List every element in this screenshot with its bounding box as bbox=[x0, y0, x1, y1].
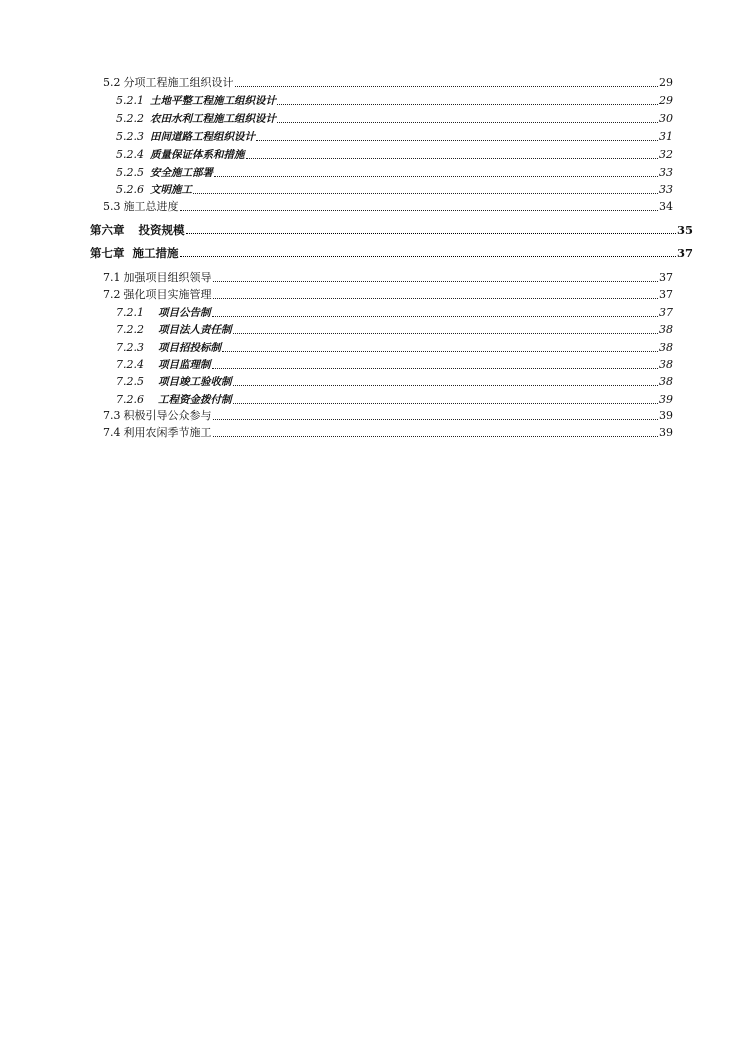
page-number: 38 bbox=[659, 341, 673, 354]
page-number: 30 bbox=[659, 112, 673, 125]
page-number: 33 bbox=[659, 166, 673, 179]
page-number: 38 bbox=[659, 375, 673, 388]
page-number: 37 bbox=[659, 306, 673, 319]
page-number: 39 bbox=[659, 426, 673, 439]
toc-entry-7-2-6[interactable] bbox=[116, 392, 673, 408]
section-title: 强化项目实施管理 bbox=[123, 288, 212, 301]
page-number: 31 bbox=[659, 130, 673, 143]
page-number: 32 bbox=[659, 148, 673, 161]
section-number: 5.2.5 bbox=[116, 166, 144, 179]
toc-entry-label bbox=[116, 374, 232, 390]
dot-leader bbox=[233, 403, 659, 404]
section-title: 项目公告制 bbox=[158, 307, 211, 319]
toc-entry-label bbox=[103, 425, 212, 441]
toc-entry-label bbox=[116, 340, 221, 356]
dot-leader bbox=[214, 176, 658, 177]
dot-leader bbox=[213, 281, 659, 282]
section-number: 7.2.1 bbox=[116, 306, 144, 319]
toc-entry-7-2-4[interactable] bbox=[116, 357, 673, 373]
toc-entry-label bbox=[116, 93, 276, 109]
dot-leader bbox=[256, 140, 658, 141]
page-number: 37 bbox=[659, 271, 673, 284]
section-number: 5.2 bbox=[103, 76, 121, 89]
toc-entry-label bbox=[103, 270, 212, 286]
toc-entry-7-1[interactable] bbox=[103, 270, 673, 286]
section-number: 7.2.5 bbox=[116, 375, 144, 388]
toc-entry-7-2-2[interactable] bbox=[116, 322, 673, 338]
section-title: 田间道路工程组织设计 bbox=[150, 131, 255, 143]
section-title: 农田水利工程施工组织设计 bbox=[150, 113, 276, 125]
section-number: 7.2 bbox=[103, 288, 121, 301]
dot-leader bbox=[233, 333, 659, 334]
page-number: 39 bbox=[659, 409, 673, 422]
section-number: 5.2.6 bbox=[116, 183, 144, 196]
dot-leader bbox=[213, 436, 659, 437]
toc-entry-7-3[interactable] bbox=[103, 408, 673, 424]
dot-leader bbox=[233, 385, 659, 386]
dot-leader bbox=[222, 351, 658, 352]
page-number: 37 bbox=[659, 288, 673, 301]
toc-entry-label bbox=[103, 199, 179, 215]
page-number: 34 bbox=[659, 200, 673, 213]
page-number: 38 bbox=[659, 358, 673, 371]
toc-entry-label bbox=[90, 222, 185, 238]
toc-entry-label bbox=[116, 165, 213, 181]
chapter-number: 第六章 bbox=[90, 223, 125, 237]
section-title: 项目监理制 bbox=[158, 359, 211, 371]
page-number: 29 bbox=[659, 94, 673, 107]
toc-entry-7-4[interactable] bbox=[103, 425, 673, 441]
dot-leader bbox=[277, 122, 658, 123]
dot-leader bbox=[213, 298, 659, 299]
section-title: 质量保证体系和措施 bbox=[150, 149, 245, 161]
section-title: 安全施工部署 bbox=[150, 167, 213, 179]
section-title: 利用农闲季节施工 bbox=[123, 426, 212, 439]
toc-entry-label bbox=[116, 182, 192, 198]
dot-leader bbox=[186, 233, 676, 234]
toc-entry-5-2-4[interactable] bbox=[116, 147, 673, 163]
page-number: 37 bbox=[676, 246, 693, 260]
dot-leader bbox=[193, 193, 658, 194]
toc-entry-7-2-5[interactable] bbox=[116, 374, 673, 390]
section-number: 5.3 bbox=[103, 200, 121, 213]
page-number: 39 bbox=[659, 393, 673, 406]
section-number: 7.2.3 bbox=[116, 341, 144, 354]
toc-entry-5-2-3[interactable] bbox=[116, 129, 673, 145]
dot-leader bbox=[235, 86, 659, 87]
toc-entry-label bbox=[116, 305, 211, 321]
toc-entry-5-2-1[interactable] bbox=[116, 93, 673, 109]
dot-leader bbox=[180, 210, 659, 211]
dot-leader bbox=[246, 158, 659, 159]
toc-entry-5-2-6[interactable] bbox=[116, 182, 673, 198]
dot-leader bbox=[277, 104, 658, 105]
toc-entry-7-2-1[interactable] bbox=[116, 305, 673, 321]
section-number: 7.2.4 bbox=[116, 358, 144, 371]
toc-entry-label bbox=[103, 408, 212, 424]
dot-leader bbox=[213, 419, 659, 420]
toc-entry-5-2-5[interactable] bbox=[116, 165, 673, 181]
toc-entry-chapter-7[interactable] bbox=[90, 245, 693, 261]
toc-entry-label bbox=[90, 245, 179, 261]
section-title: 工程资金拨付制 bbox=[158, 394, 232, 406]
section-number: 7.2.2 bbox=[116, 323, 144, 336]
page-number: 29 bbox=[659, 76, 673, 89]
toc-entry-label bbox=[116, 357, 211, 373]
toc-entry-5-3[interactable] bbox=[103, 199, 673, 215]
toc-entry-label bbox=[116, 322, 232, 338]
toc-entry-7-2-3[interactable] bbox=[116, 340, 673, 356]
toc-entry-chapter-6[interactable] bbox=[90, 222, 693, 238]
section-title: 施工总进度 bbox=[123, 200, 179, 213]
section-number: 5.2.2 bbox=[116, 112, 144, 125]
toc-entry-label bbox=[116, 147, 245, 163]
page-number: 33 bbox=[659, 183, 673, 196]
section-title: 文明施工 bbox=[150, 184, 192, 196]
dot-leader bbox=[180, 256, 676, 257]
section-number: 7.2.6 bbox=[116, 393, 144, 406]
toc-entry-5-2[interactable] bbox=[103, 75, 673, 91]
section-number: 7.4 bbox=[103, 426, 121, 439]
section-title: 加强项目组织领导 bbox=[123, 271, 212, 284]
section-title: 项目招投标制 bbox=[158, 342, 221, 354]
toc-entry-label bbox=[116, 111, 276, 127]
dot-leader bbox=[212, 316, 659, 317]
chapter-number: 第七章 bbox=[90, 246, 125, 260]
section-title: 分项工程施工组织设计 bbox=[123, 76, 234, 89]
toc-entry-5-2-2[interactable] bbox=[116, 111, 673, 127]
section-number: 5.2.3 bbox=[116, 130, 144, 143]
section-title: 积极引导公众参与 bbox=[123, 409, 212, 422]
chapter-title: 施工措施 bbox=[132, 246, 179, 260]
toc-entry-label bbox=[103, 75, 234, 91]
dot-leader bbox=[212, 368, 659, 369]
toc-entry-7-2[interactable] bbox=[103, 287, 673, 303]
section-number: 5.2.4 bbox=[116, 148, 144, 161]
page-number: 35 bbox=[676, 223, 693, 237]
chapter-title: 投资规模 bbox=[138, 223, 185, 237]
toc-entry-label bbox=[116, 392, 232, 408]
section-title: 项目竣工验收制 bbox=[158, 376, 232, 388]
section-number: 7.3 bbox=[103, 409, 121, 422]
page-number: 38 bbox=[659, 323, 673, 336]
toc-entry-label bbox=[116, 129, 255, 145]
section-title: 土地平整工程施工组织设计 bbox=[150, 95, 276, 107]
toc-entry-label bbox=[103, 287, 212, 303]
section-number: 5.2.1 bbox=[116, 94, 144, 107]
section-number: 7.1 bbox=[103, 271, 121, 284]
section-title: 项目法人责任制 bbox=[158, 324, 232, 336]
